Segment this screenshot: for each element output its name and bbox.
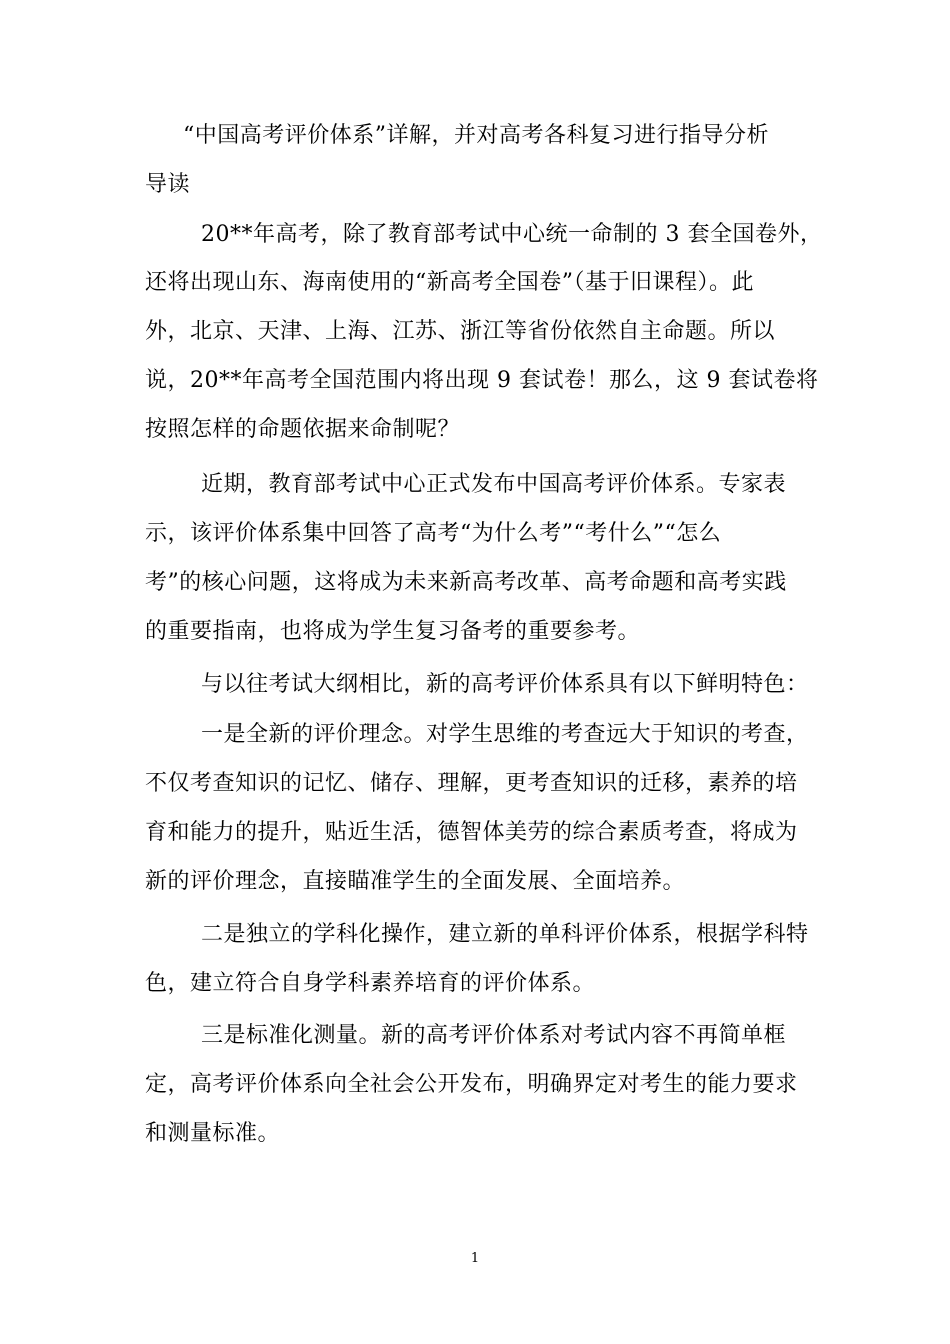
page-number: 1: [470, 1251, 480, 1266]
paragraph-line: 示，该评价体系集中回答了高考“为什么考”“考什么”“怎么: [145, 521, 722, 546]
paragraph-line: 考”的核心问题，这将成为未来新高考改革、高考命题和高考实践: [145, 570, 787, 595]
paragraph-line: 20**年高考，除了教育部考试中心统一命制的 3 套全国卷外，: [201, 222, 823, 247]
paragraph-line: 不仅考查知识的记忆、储存、理解，更考查知识的迁移，素养的培: [145, 771, 798, 796]
paragraph-line: 与以往考试大纲相比，新的高考评价体系具有以下鲜明特色：: [201, 672, 809, 697]
section-heading-daodu: 导读: [145, 172, 191, 197]
paragraph-line: 和测量标准。: [145, 1121, 281, 1146]
paragraph-line: 定，高考评价体系向全社会公开发布，明确界定对考生的能力要求: [145, 1072, 798, 1097]
paragraph-line: 二是独立的学科化操作，建立新的单科评价体系，根据学科特: [201, 922, 809, 947]
paragraph-line: 按照怎样的命题依据来命制呢？: [145, 417, 461, 442]
paragraph-line: 说，20**年高考全国范围内将出现 9 套试卷！那么，这 9 套试卷将: [145, 368, 819, 393]
document-title: “中国高考评价体系”详解，并对高考各科复习进行指导分析: [183, 123, 769, 148]
paragraph-line: 新的评价理念，直接瞄准学生的全面发展、全面培养。: [145, 869, 686, 894]
paragraph-line: 近期，教育部考试中心正式发布中国高考评价体系。专家表: [201, 472, 787, 497]
paragraph-line: 色，建立符合自身学科素养培育的评价体系。: [145, 971, 596, 996]
paragraph-line: 的重要指南，也将成为学生复习备考的重要参考。: [145, 619, 641, 644]
paragraph-line: 育和能力的提升，贴近生活，德智体美劳的综合素质考查，将成为: [145, 820, 798, 845]
paragraph-line: 一是全新的评价理念。对学生思维的考查远大于知识的考查，: [201, 722, 809, 747]
paragraph-line: 三是标准化测量。新的高考评价体系对考试内容不再简单框: [201, 1023, 787, 1048]
paragraph-line: 还将出现山东、海南使用的“新高考全国卷”（基于旧课程）。此: [145, 270, 754, 295]
paragraph-line: 外，北京、天津、上海、江苏、浙江等省份依然自主命题。所以: [145, 319, 776, 344]
